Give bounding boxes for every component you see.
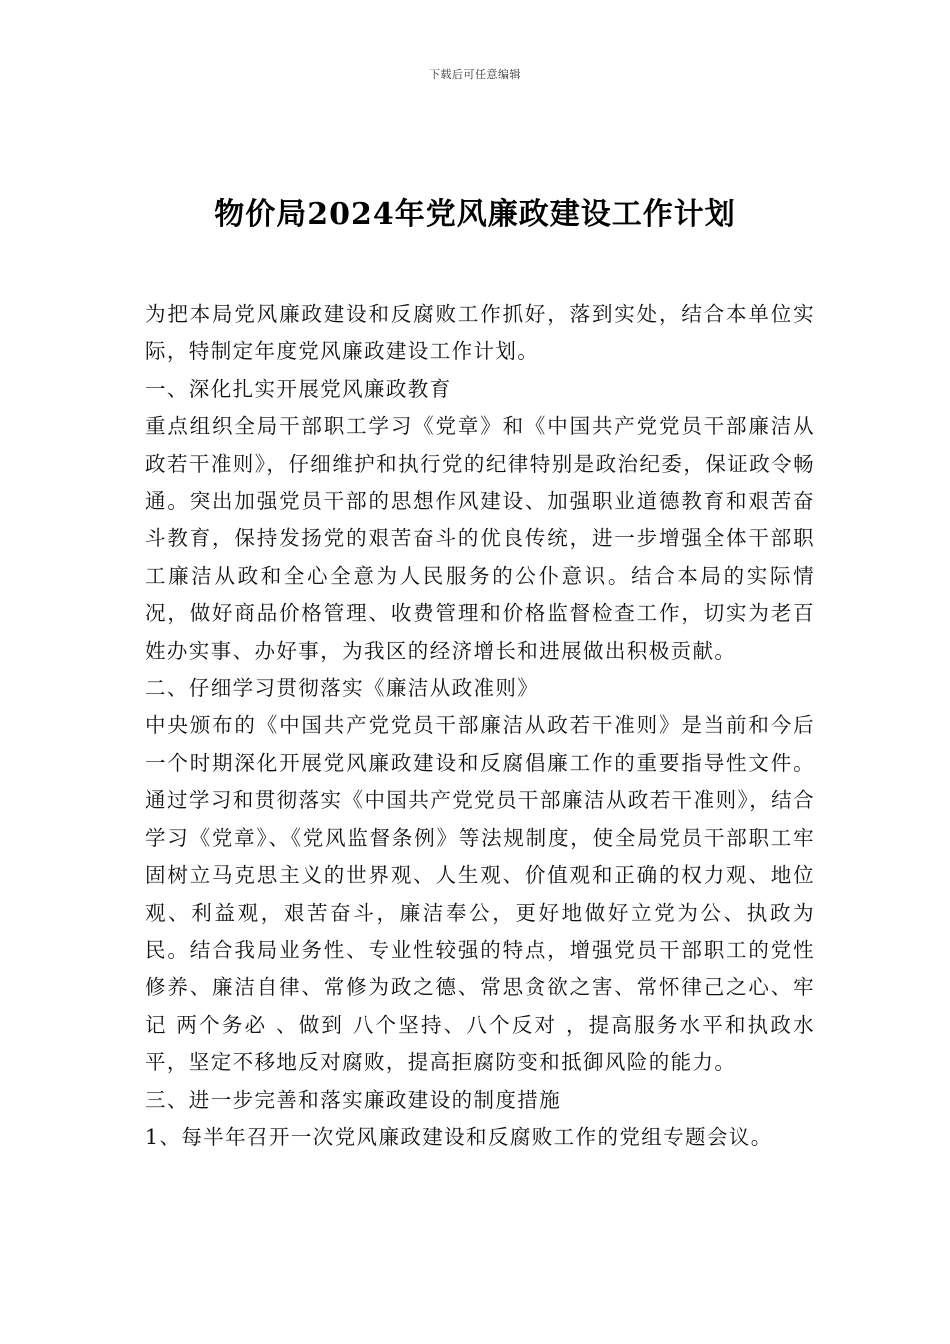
- section-item-1: 1、每半年召开一次党风廉政建设和反腐败工作的党组专题会议。: [145, 1124, 773, 1149]
- header-note: 下载后可任意编辑: [429, 68, 521, 81]
- section-heading-1: 一、深化扎实开展党风廉政教育: [145, 376, 452, 401]
- section-heading-3: 三、进一步完善和落实廉政建设的制度措施: [145, 1087, 562, 1112]
- section-paragraph-2: 中央颁布的《中国共产党党员干部廉洁从政若干准则》是当前和今后一个时期深化开展党风廉政建设和反腐倡廉工作的重要指导性文件。通过学习和贯彻落实《中国共产党党员干部廉洁从政若干准则》，结合学习《党章》、《党风监督条例》等法规制度，使全局党员干部职工牢固树立马克思主义的世界观、人生观、价值观和正确的权力观、地位观、利益观，艰苦奋斗，廉洁奉公，更好地做好立党为公、执政为民。结合我局业务性、专业性较强的特点，增强党员干部职工的党性修养、廉洁自律、常修为政之德、常思贪欲之害、常怀律己之心、牢记 两个务必 、做到 八个坚持、八个反对 ，提高服务水平和执政水平，坚定不移地反对腐败，提高拒腐防变和抵御风险的能力。: [145, 713, 815, 1075]
- document-body: [145, 296, 815, 1156]
- document-title: 物价局2024年党风廉政建设工作计划: [214, 197, 736, 232]
- section-paragraph-1: 重点组织全局干部职工学习《党章》和《中国共产党党员干部廉洁从政若干准则》，仔细维护和执行党的纪律特别是政治纪委，保证政令畅通。突出加强党员干部的思想作风建设、加强职业道德教育和艰苦奋斗教育，保持发扬党的艰苦奋斗的优良传统，进一步增强全体干部职工廉洁从政和全心全意为人民服务的公仆意识。结合本局的实际情况，做好商品价格管理、收费管理和价格监督检查工作，切实为老百姓办实事、办好事，为我区的经济增长和进展做出积极贡献。: [145, 414, 815, 663]
- intro-paragraph: 为把本局党风廉政建设和反腐败工作抓好，落到实处，结合本单位实际，特制定年度党风廉政建设工作计划。: [145, 302, 815, 364]
- section-heading-2: 二、仔细学习贯彻落实《廉洁从政准则》: [145, 676, 540, 701]
